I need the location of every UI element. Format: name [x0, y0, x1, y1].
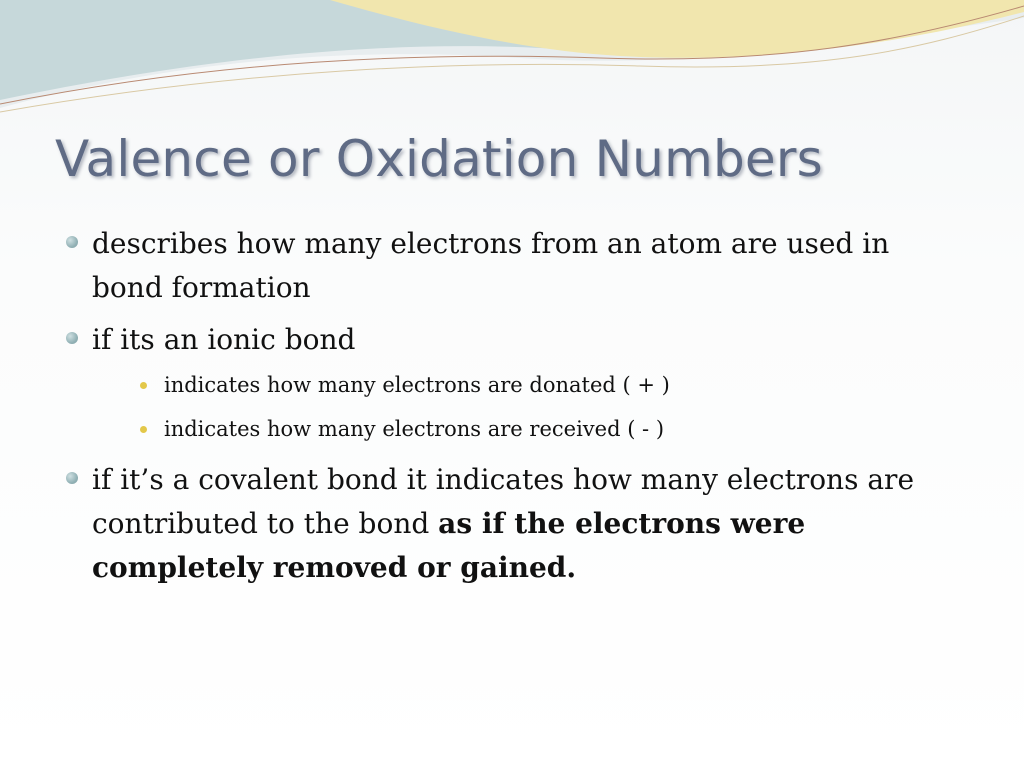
bullet-item — [62, 222, 962, 310]
slide-title: Valence or Oxidation Numbers — [55, 130, 823, 188]
slide-content — [62, 222, 962, 598]
sub-bullet-item — [62, 414, 962, 444]
sub-bullet-dot-icon — [140, 382, 147, 389]
header-wave-decoration — [0, 0, 1024, 120]
bullet-dot-icon — [66, 472, 78, 484]
bullet-dot-icon — [66, 236, 78, 248]
bullet-text: if its an ionic bond — [92, 323, 356, 356]
sub-bullet-dot-icon — [140, 426, 147, 433]
bullet-text: if it’s a covalent bond it indicates how many electrons are contributed to the bond — [92, 463, 915, 540]
bullet-dot-icon — [66, 332, 78, 344]
bullet-text: describes how many electrons from an atom are used in bond formation — [92, 227, 890, 304]
sub-bullet-text: indicates how many electrons are donated ( + ) — [164, 373, 670, 397]
bullet-item — [62, 458, 962, 590]
sub-bullet-item — [62, 370, 962, 400]
bullet-text-emphasis: as if the electrons were completely removed or gained. — [92, 507, 806, 584]
bullet-item — [62, 318, 962, 362]
sub-bullet-text: indicates how many electrons are received ( - ) — [164, 417, 665, 441]
